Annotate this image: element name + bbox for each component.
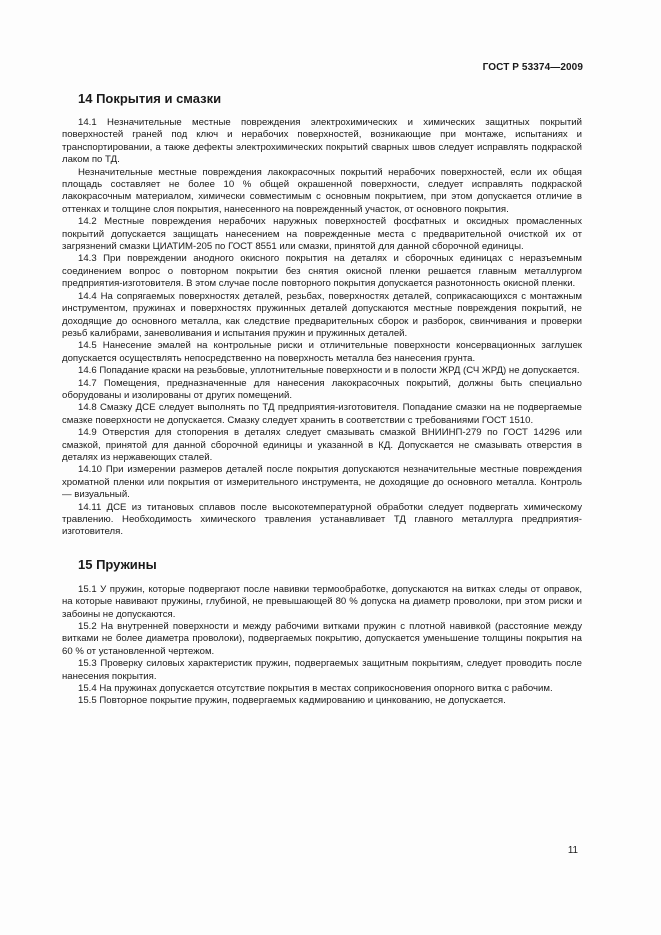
section-title-14: 14 Покрытия и смазки	[78, 91, 222, 106]
paragraph-14-1: 14.1 Незначительные местные повреждения электрохимических и химических защитных покрытий поверхностей граней под ключ и нерабочих поверхностей, возникающие при монтаже, испытаниях и транспортировании, а также дефекты электрохимических покрытий сварных швов следует исправлять подкраской лаком по ТД.	[62, 117, 582, 166]
paragraph-15-2: 15.2 На внутренней поверхности и между рабочими витками пружин с плотной навивкой (расстояние между витками не более диаметра проволоки), подвергаемых покрытию, допускается уменьшение толщины покрытия на 60 % от установленной чертежом.	[62, 621, 582, 657]
page-number: 11	[567, 845, 578, 856]
paragraph-15-4: 15.4 На пружинах допускается отсутствие покрытия в местах соприкосновения опорного витка с рабочим.	[78, 683, 553, 695]
paragraph-14-5: 14.5 Нанесение эмалей на контрольные риски и отличительные поверхности консервационных заглушек допускается осуществлять непосредственно на поверхность металла без нанесения грунта.	[62, 340, 582, 364]
paragraph-14-7: 14.7 Помещения, предназначенные для нанесения лакокрасочных покрытий, должны быть специально оборудованы и изолированы от других помещений.	[62, 377, 582, 401]
paragraph-14-3: 14.3 При повреждении анодного окисного покрытия на деталях и сборочных единицах с неразъемным соединением вопрос о повторном покрытии без снятия окисной пленки решается главным металлургом предприятия-изготовителя. В этом случае после повторного покрытия допускается разнотонность окисной пленки.	[62, 253, 582, 290]
paragraph-15-5: 15.5 Повторное покрытие пружин, подвергаемых кадмированию и цинкованию, не допускается.	[78, 695, 506, 707]
paragraph-14-8: 14.8 Смазку ДСЕ следует выполнять по ТД предприятия-изготовителя. Попадание смазки на не подвергаемые смазке поверхности не допускается. Смазку следует хранить в соответствии с требованиями ГОСТ 1510.	[62, 402, 582, 426]
paragraph-14-1-continued: Незначительные местные повреждения лакокрасочных покрытий нерабочих поверхностей, если их общая площадь составляет не более 10 % общей окрашенной поверхности, следует исправлять подкраской лакокрасочным материалом, химически совместимым с основным покрытием, при этом допускается отличие в оттенках и толщине слоя покрытия, нанесенного на поврежденный участок, от основного покрытия.	[62, 166, 582, 215]
paragraph-15-1: 15.1 У пружин, которые подвергают после навивки термообработке, допускаются на витках следы от оправок, на которые навивают пружины, глубиной, не превышающей 80 % допуска на диаметр проволоки, при этом риски и забоины не допускаются.	[62, 583, 582, 620]
paragraph-14-11: 14.11 ДСЕ из титановых сплавов после высокотемпературной обработки следует подвергать химическому травлению. Необходимость химического травления устанавливает ТД главного металлурга предприятия-изготовителя.	[62, 501, 582, 538]
paragraph-15-3: 15.3 Проверку силовых характеристик пружин, подвергаемых защитным покрытиям, следует проводить после нанесения покрытия.	[62, 658, 582, 682]
paragraph-14-9: 14.9 Отверстия для стопорения в деталях следует смазывать смазкой ВНИИНП-279 по ГОСТ 14296 или смазкой, принятой для данной сборочной единицы и указанной в КД. Допускается не смазывать отверстия в деталях из нержавеющих сталей.	[62, 427, 582, 463]
paragraph-14-10: 14.10 При измерении размеров деталей после покрытия допускаются незначительные местные повреждения хроматной пленки или покрытия от измерительного инструмента, не доходящие до основного металла. Контроль — визуальный.	[62, 464, 582, 501]
section-title-15: 15 Пружины	[78, 556, 157, 572]
standard-number: ГОСТ Р 53374—2009	[482, 62, 583, 73]
paragraph-14-6: 14.6 Попадание краски на резьбовые, уплотнительные поверхности и в полости ЖРД (СЧ ЖРД) не допускается.	[78, 365, 580, 377]
document-body	[62, 90, 582, 708]
paragraph-14-2: 14.2 Местные повреждения нерабочих наружных поверхностей фосфатных и оксидных промасленных покрытий допускается защищать нанесением на поврежденные места с предварительной очисткой их от загрязнений смазки ЦИАТИМ-205 по ГОСТ 8551 или смазки, принятой для данной сборочной единицы.	[62, 216, 582, 253]
paragraph-14-4: 14.4 На сопрягаемых поверхностях деталей, резьбах, поверхностях деталей, соприкасающихся с монтажным инструментом, пружинах и поверхностях пружинных деталей допускаются местные повреждения покрытий, не доходящие до основного металла, как следствие предварительных сборок и разборок, свинчивания и проверки резьб калибрами, заневоливания и испытания пружин и пружинных деталей.	[62, 290, 582, 339]
